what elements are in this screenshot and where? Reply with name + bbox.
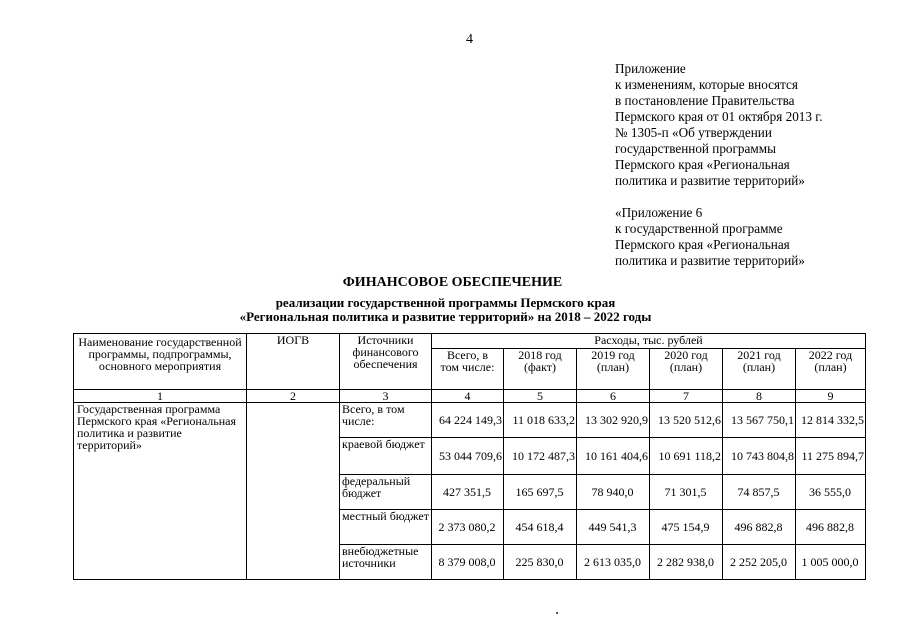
header-2022: 2022 год (план) — [796, 349, 866, 390]
source-cell: местный бюджет — [340, 510, 432, 545]
value-cell: 427 351,5 — [432, 475, 504, 510]
header-iogv: ИОГВ — [247, 334, 340, 390]
value-cell: 10 691 118,2 — [650, 438, 723, 475]
column-number-row — [74, 390, 866, 403]
column-number: 7 — [650, 390, 723, 403]
value-cell: 78 940,0 — [577, 475, 650, 510]
header-row — [74, 334, 866, 349]
header-2020: 2020 год (план) — [650, 349, 723, 390]
value-cell: 12 814 332,5 — [796, 403, 866, 438]
value-cell: 10 743 804,8 — [723, 438, 796, 475]
appendix-note-line: Пермского края от 01 октября 2013 г. — [615, 109, 823, 124]
header-expenses: Расходы, тыс. рублей — [432, 334, 866, 349]
value-cell: 1 005 000,0 — [796, 545, 866, 580]
value-cell: 10 172 487,3 — [504, 438, 577, 475]
value-cell: 2 252 205,0 — [723, 545, 796, 580]
value-cell: 2 282 938,0 — [650, 545, 723, 580]
value-cell: 53 044 709,6 — [432, 438, 504, 475]
value-cell: 13 302 920,9 — [577, 403, 650, 438]
appendix-note-line: политика и развитие территорий» — [615, 173, 805, 188]
header-2021: 2021 год (план) — [723, 349, 796, 390]
scan-speck — [556, 612, 558, 614]
appendix6-note — [615, 205, 805, 269]
source-cell: краевой бюджет — [340, 438, 432, 475]
header-name: Наименование государственной программы, подпрограммы, основного мероприятия — [74, 334, 247, 390]
source-cell: федеральный бюджет — [340, 475, 432, 510]
header-total: Всего, в том числе: — [432, 349, 504, 390]
value-cell: 8 379 008,0 — [432, 545, 504, 580]
value-cell: 36 555,0 — [796, 475, 866, 510]
subtitle-line-1: реализации государственной программы Пермского края — [275, 295, 616, 310]
value-cell: 11 275 894,7 — [796, 438, 866, 475]
value-cell: 64 224 149,3 — [432, 403, 504, 438]
header-2019: 2019 год (план) — [577, 349, 650, 390]
document-title: ФИНАНСОВОЕ ОБЕСПЕЧЕНИЕ — [342, 275, 563, 290]
program-name: Государственная программа Пермского края «Региональная политика и развитие территорий» — [74, 403, 247, 580]
value-cell: 2 373 080,2 — [432, 510, 504, 545]
appendix-note-line: Пермского края «Региональная — [615, 157, 790, 172]
program-iogv — [247, 403, 340, 580]
appendix-note-line: к изменениям, которые вносятся — [615, 77, 798, 92]
column-number: 2 — [247, 390, 340, 403]
value-cell: 496 882,8 — [723, 510, 796, 545]
value-cell: 496 882,8 — [796, 510, 866, 545]
header-sources: Источники финансового обеспечения — [340, 334, 432, 390]
value-cell: 225 830,0 — [504, 545, 577, 580]
value-cell: 71 301,5 — [650, 475, 723, 510]
value-cell: 2 613 035,0 — [577, 545, 650, 580]
appendix-note-line: Приложение — [615, 61, 686, 76]
appendix6-note-line: Пермского края «Региональная — [615, 237, 790, 252]
subtitle-line-2: «Региональная политика и развитие территорий» на 2018 – 2022 годы — [239, 309, 652, 324]
value-cell: 165 697,5 — [504, 475, 577, 510]
value-cell: 449 541,3 — [577, 510, 650, 545]
column-number: 4 — [432, 390, 504, 403]
value-cell: 13 520 512,6 — [650, 403, 723, 438]
source-cell: Всего, в том числе: — [340, 403, 432, 438]
value-cell: 13 567 750,1 — [723, 403, 796, 438]
page-number: 4 — [466, 32, 473, 47]
appendix6-note-line: к государственной программе — [615, 221, 783, 236]
column-number: 5 — [504, 390, 577, 403]
source-cell: внебюджетные источники — [340, 545, 432, 580]
appendix-note-line: государственной программы — [615, 141, 776, 156]
financing-table — [73, 333, 866, 580]
appendix6-note-line: политика и развитие территорий» — [615, 253, 805, 268]
appendix-note-line: № 1305-п «Об утверждении — [615, 125, 772, 140]
value-cell: 454 618,4 — [504, 510, 577, 545]
column-number: 3 — [340, 390, 432, 403]
appendix6-note-line: «Приложение 6 — [615, 205, 703, 220]
appendix-note — [615, 61, 823, 189]
value-cell: 475 154,9 — [650, 510, 723, 545]
table-row — [74, 403, 866, 438]
appendix-note-line: в постановление Правительства — [615, 93, 795, 108]
value-cell: 11 018 633,2 — [504, 403, 577, 438]
column-number: 8 — [723, 390, 796, 403]
column-number: 6 — [577, 390, 650, 403]
header-2018: 2018 год (факт) — [504, 349, 577, 390]
value-cell: 74 857,5 — [723, 475, 796, 510]
column-number: 9 — [796, 390, 866, 403]
value-cell: 10 161 404,6 — [577, 438, 650, 475]
column-number: 1 — [74, 390, 247, 403]
document-subtitle — [0, 296, 905, 324]
